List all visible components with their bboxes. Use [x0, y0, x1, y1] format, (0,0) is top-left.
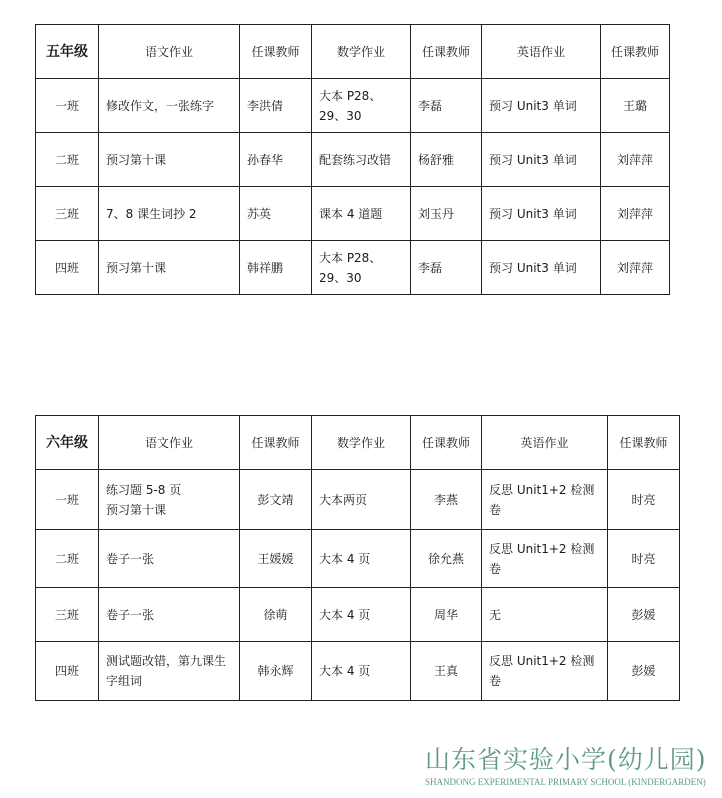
header-math-homework: 数学作业: [312, 416, 411, 470]
english-homework: 预习 Unit3 单词: [482, 241, 601, 295]
chinese-teacher: 王媛媛: [240, 530, 312, 588]
school-logo: [425, 744, 715, 787]
table-row: [36, 588, 680, 642]
chinese-homework: 练习题 5-8 页 预习第十课: [99, 470, 240, 530]
english-homework: 反思 Unit1+2 检测卷: [482, 642, 608, 701]
chinese-homework: 预习第十课: [99, 133, 240, 187]
header-chinese-homework: 语文作业: [99, 25, 240, 79]
english-teacher: 王璐: [601, 79, 670, 133]
english-homework: 预习 Unit3 单词: [482, 79, 601, 133]
math-teacher: 李磊: [411, 79, 482, 133]
grade6-homework-table: [35, 415, 680, 701]
school-name-chinese: 山东省实验小学(幼儿园): [425, 745, 707, 774]
math-homework: 大本 P28、29、30: [312, 241, 411, 295]
table-row: [36, 133, 670, 187]
math-homework: 大本 4 页: [312, 588, 411, 642]
grade-label: 五年级: [36, 25, 99, 79]
class-name: 四班: [36, 642, 99, 701]
header-teacher: 任课教师: [240, 25, 312, 79]
math-teacher: 杨舒雅: [411, 133, 482, 187]
english-teacher: 刘萍萍: [601, 187, 670, 241]
header-teacher: 任课教师: [411, 416, 482, 470]
header-teacher: 任课教师: [601, 25, 670, 79]
header-english-homework: 英语作业: [482, 416, 608, 470]
math-teacher: 刘玉丹: [411, 187, 482, 241]
table-row: [36, 187, 670, 241]
school-name-english: SHANDONG EXPERIMENTAL PRIMARY SCHOOL (KINDERGARDEN): [425, 777, 706, 787]
english-teacher: 彭媛: [608, 642, 680, 701]
header-teacher: 任课教师: [608, 416, 680, 470]
english-teacher: 时亮: [608, 470, 680, 530]
grade5-homework-table: [35, 24, 670, 295]
chinese-teacher: 彭文靖: [240, 470, 312, 530]
grade-label: 六年级: [36, 416, 99, 470]
class-name: 一班: [36, 470, 99, 530]
english-homework: 预习 Unit3 单词: [482, 133, 601, 187]
class-name: 一班: [36, 79, 99, 133]
chinese-homework: 预习第十课: [99, 241, 240, 295]
math-teacher: 李磊: [411, 241, 482, 295]
table-row: [36, 241, 670, 295]
math-homework: 课本 4 道题: [312, 187, 411, 241]
chinese-teacher: 孙春华: [240, 133, 312, 187]
english-teacher: 时亮: [608, 530, 680, 588]
math-homework: 大本 4 页: [312, 530, 411, 588]
english-homework: 预习 Unit3 单词: [482, 187, 601, 241]
math-homework: 大本两页: [312, 470, 411, 530]
english-teacher: 刘萍萍: [601, 241, 670, 295]
table-row: [36, 79, 670, 133]
math-homework: 配套练习改错: [312, 133, 411, 187]
class-name: 二班: [36, 530, 99, 588]
header-teacher: 任课教师: [240, 416, 312, 470]
class-name: 四班: [36, 241, 99, 295]
english-homework: 反思 Unit1+2 检测卷: [482, 530, 608, 588]
english-teacher: 彭媛: [608, 588, 680, 642]
chinese-teacher: 韩永辉: [240, 642, 312, 701]
table-row: [36, 530, 680, 588]
chinese-teacher: 苏英: [240, 187, 312, 241]
math-homework: 大本 4 页: [312, 642, 411, 701]
chinese-homework: 卷子一张: [99, 530, 240, 588]
english-teacher: 刘萍萍: [601, 133, 670, 187]
math-teacher: 李燕: [411, 470, 482, 530]
chinese-teacher: 徐萌: [240, 588, 312, 642]
header-english-homework: 英语作业: [482, 25, 601, 79]
table-row: [36, 470, 680, 530]
chinese-homework: 7、8 课生词抄 2: [99, 187, 240, 241]
class-name: 二班: [36, 133, 99, 187]
math-homework: 大本 P28、29、30: [312, 79, 411, 133]
math-teacher: 徐允燕: [411, 530, 482, 588]
math-teacher: 王真: [411, 642, 482, 701]
class-name: 三班: [36, 588, 99, 642]
table-header-row: [36, 25, 670, 79]
chinese-homework: 测试题改错，第九课生字组词: [99, 642, 240, 701]
table-row: [36, 642, 680, 701]
header-chinese-homework: 语文作业: [99, 416, 240, 470]
class-name: 三班: [36, 187, 99, 241]
table-header-row: [36, 416, 680, 470]
chinese-homework: 修改作文，一张练字: [99, 79, 240, 133]
english-homework: 无: [482, 588, 608, 642]
chinese-teacher: 李洪倩: [240, 79, 312, 133]
header-teacher: 任课教师: [411, 25, 482, 79]
header-math-homework: 数学作业: [312, 25, 411, 79]
chinese-homework: 卷子一张: [99, 588, 240, 642]
chinese-teacher: 韩祥鹏: [240, 241, 312, 295]
english-homework: 反思 Unit1+2 检测卷: [482, 470, 608, 530]
math-teacher: 周华: [411, 588, 482, 642]
